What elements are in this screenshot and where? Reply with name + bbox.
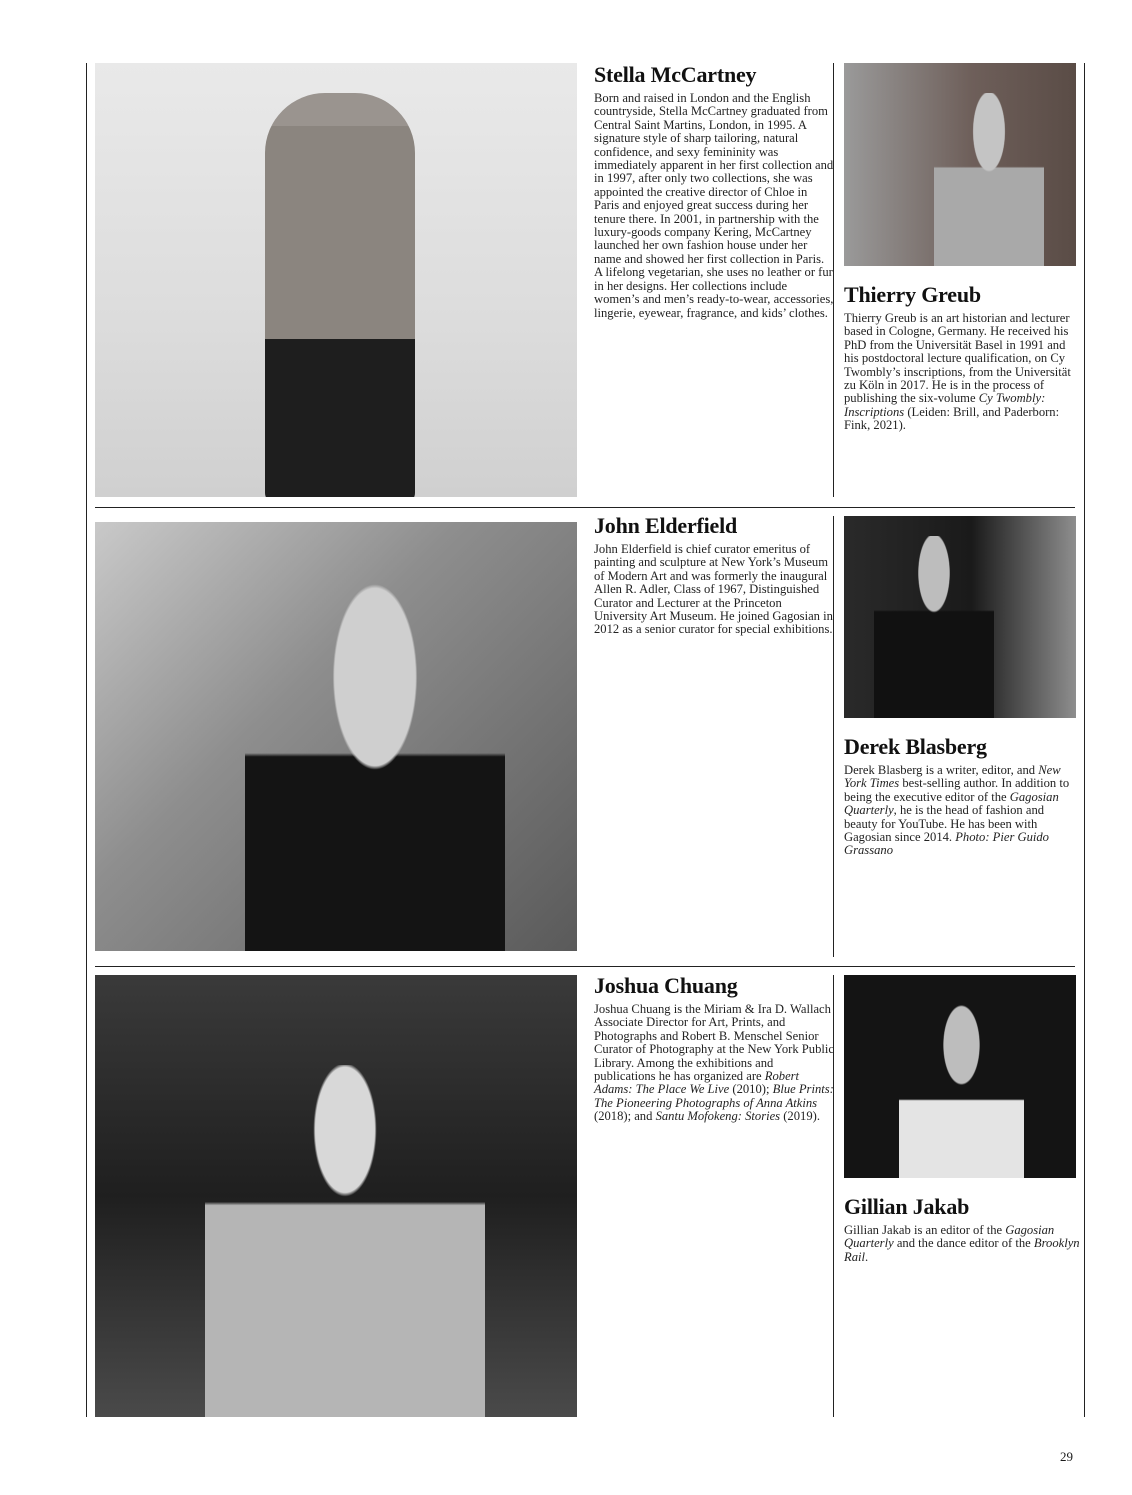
profile-bio xyxy=(844,764,1080,858)
bio-text: (2018); and xyxy=(594,1109,656,1124)
profile-bio xyxy=(844,312,1080,433)
bio-italic-title: Brooklyn Rail xyxy=(844,1236,1080,1264)
bio-italic-title: Blue Prints: The Pioneering Photographs of Anna Atkins xyxy=(594,1082,834,1110)
profile-derek-blasberg xyxy=(844,734,1080,858)
bio-text: Gillian Jakab is an editor of the xyxy=(844,1223,1006,1237)
profile-john-elderfield xyxy=(594,513,834,637)
profile-name: Thierry Greub xyxy=(844,282,981,307)
photo-thierry-greub xyxy=(844,63,1076,266)
bio-italic-title: Robert Adams: The Place We Live xyxy=(594,1069,800,1097)
profile-gillian-jakab xyxy=(844,1194,1080,1264)
profile-stella-mccartney xyxy=(594,62,834,320)
photo-derek-blasberg xyxy=(844,516,1076,718)
bio-text: (2019). xyxy=(780,1109,820,1124)
profile-thierry-greub xyxy=(844,282,1080,433)
profile-bio xyxy=(594,92,834,320)
bio-text: Joshua Chuang is the Miriam & Ira D. Wallach Associate Director for Art, Prints, and Photographs and Robert B. Menschel Senior Curator of Photography at the New York Public Library. Among the exhibitions and publications he has organized are xyxy=(594,1002,834,1084)
bio-text: Born and raised in London and the English countryside, Stella McCartney graduated from Central Saint Martins, London, in 1995. A signature style of sharp tailoring, natural confidence, and sexy femininity was immediately apparent in her first collection and in 1997, after only two collections, she was appointed the creative director of Chloe in Paris and enjoyed great success during her tenure there. In 2001, in partnership with the luxury-goods company Kering, McCartney launched her own fashion house under her name and showed her first collection in Paris. A lifelong vegetarian, she uses no leather or fur in her designs. Her collections include women’s and men’s ready-to-wear, accessories, lingerie, eyewear, fragrance, and kids’ clothes. xyxy=(594,91,834,320)
bio-text: , he is the head of fashion and beauty for YouTube. He has been with Gagosian since 2014. xyxy=(844,803,1045,845)
profile-name: John Elderfield xyxy=(594,513,738,538)
photo-joshua-chuang xyxy=(95,975,577,1417)
bio-text: . xyxy=(865,1249,869,1264)
profile-name: Gillian Jakab xyxy=(844,1194,970,1219)
bio-text: (2010); xyxy=(729,1082,773,1097)
bio-text: and the dance editor of the xyxy=(893,1236,1034,1251)
bio-italic-title: Gagosian Quarterly xyxy=(844,1223,1055,1251)
profile-name: Stella McCartney xyxy=(594,62,757,87)
left-margin-rule xyxy=(86,63,87,1417)
bio-text: Thierry Greub is an art historian and lecturer based in Cologne, Germany. He received his PhD from the Universität Basel in 1991 and his postdoctoral lecture qualification, on Cy Twombly’s inscriptions, from the Universität zu Köln in 2017. He is in the process of publishing the six-volume xyxy=(844,311,1071,406)
profile-bio xyxy=(594,1003,834,1124)
bio-italic-title: Gagosian Quarterly xyxy=(844,789,1059,818)
bio-italic-title: Santu Mofokeng: Stories xyxy=(655,1109,781,1124)
bio-italic-title: New York Times xyxy=(844,763,1061,791)
right-margin-rule xyxy=(1084,63,1085,1417)
profile-name: Joshua Chuang xyxy=(594,973,738,998)
bio-text: best-selling author. In addition to being the executive editor of the xyxy=(844,776,1070,804)
bio-text: (Leiden: Brill, and Paderborn: Fink, 2021). xyxy=(844,404,1060,433)
photo-credit: Photo: Pier Guido Grassano xyxy=(844,830,1049,858)
profile-bio xyxy=(844,1224,1080,1264)
bio-text: John Elderfield is chief curator emeritus of painting and sculpture at New York’s Museum of Modern Art and was formerly the inaugural Allen R. Adler, Class of 1967, Distinguished Curator and Lecturer at the Princeton University Art Museum. He joined Gagosian in 2012 as a senior curator for special exhibitions. xyxy=(594,542,833,637)
photo-john-elderfield xyxy=(95,522,577,951)
row-divider xyxy=(95,966,1075,967)
bio-italic-title: Cy Twombly: Inscriptions xyxy=(844,391,1046,419)
bio-text: Derek Blasberg is a writer, editor, and xyxy=(844,763,1039,777)
profile-joshua-chuang xyxy=(594,973,834,1124)
photo-stella-mccartney xyxy=(95,63,577,497)
page-number: 29 xyxy=(1060,1449,1073,1464)
profile-name: Derek Blasberg xyxy=(844,734,987,759)
row-divider xyxy=(95,507,1075,508)
profile-bio xyxy=(594,543,834,637)
photo-gillian-jakab xyxy=(844,975,1076,1178)
